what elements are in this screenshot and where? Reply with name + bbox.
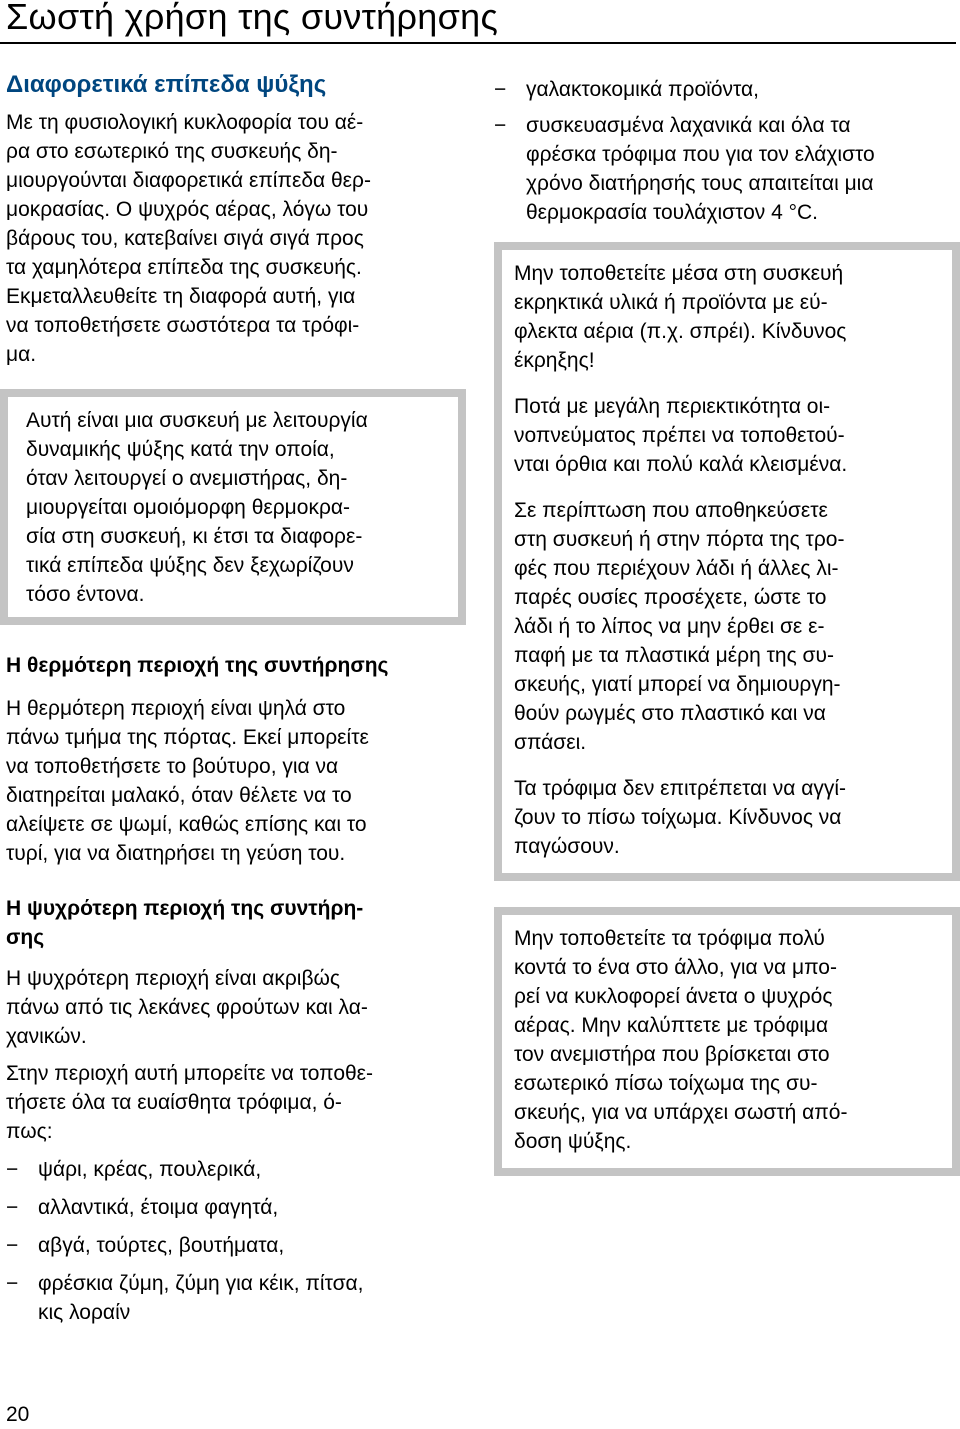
title-rule: [0, 42, 956, 44]
list-item: − αβγά, τούρτες, βουτήματα,: [6, 1231, 458, 1260]
warm-zone-text: Η θερμότερη περιοχή είναι ψηλά στο πάνω τμήμα της πόρτας. Εκεί μπορείτε να τοποθετήσετε το βούτυρο, για να διατηρείται μαλακό, όταν θέλετε να το αλείψετε σε ψωμί, καθώς επίσης και το τυρί, για να διατηρήσει τη γεύση του.: [6, 697, 369, 865]
info-box-text: Αυτή είναι μια συσκευή με λειτουργία δυναμικής ψύξης κατά την οποία, όταν λειτουργεί ο ανεμιστήρας, δη- μιουργείται ομοιόμορφη θερμοκρα- σία στη συσκευή, κι έτσι τα διαφορε- τικά επίπεδα ψύξης δεν ξεχωρίζουν τόσο έντονα.: [26, 409, 368, 606]
cold-zone-heading: Η ψυχρότερη περιοχή της συντήρη- σης: [6, 897, 364, 949]
list-item: − γαλακτοκομικά προϊόντα,: [494, 75, 956, 104]
list-item: − φρέσκια ζύμη, ζύμη για κέικ, πίτσα, κις λοραίν: [6, 1269, 458, 1327]
left-column: [6, 68, 458, 1336]
dash-bullet: −: [494, 114, 507, 137]
list-item: − αλλαντικά, έτοιμα φαγητά,: [6, 1193, 458, 1222]
warning-oily-foods: Σε περίπτωση που αποθηκεύσετε στη συσκευή ή στην πόρτα της τρο- φές που περιέχουν λάδι ή άλλες λι- παρές ουσίες προσέχετε, ώστε το λάδι ή το λίπος να μην έρθει σε ε- παφή με τα πλαστικά μέρη της συ- σκευής, γιατί μπορεί να δημιουργη- θούν ρωγμές στο πλαστικό και να σπάσει.: [514, 499, 845, 754]
list-item: − ψάρι, κρέας, πουλερικά,: [6, 1155, 458, 1184]
list-item: − συσκευασμένα λαχανικά και όλα τα φρέσκα τρόφιμα που για τον ελάχιστο χρόνο διατήρησής τους απαιτείται μια θερμοκρασία τουλάχιστον 4 °C.: [494, 111, 956, 227]
warning-box: [494, 242, 960, 881]
info-box-air-circulation: [494, 907, 960, 1176]
cold-zone-text-2: Στην περιοχή αυτή μπορείτε να τοποθε- τήσετε όλα τα ευαίσθητα τρόφιμα, ό- πως:: [6, 1062, 374, 1143]
sensitive-foods-list-continued: [494, 75, 956, 227]
warning-alcohol: Ποτά με μεγάλη περιεκτικότητα οι- νοπνεύματος πρέπει να τοποθετού- νται όρθια και πολύ καλά κλεισμένα.: [514, 395, 848, 476]
warm-zone-heading: Η θερμότερη περιοχή της συντήρησης: [6, 654, 389, 677]
dash-bullet: −: [6, 1234, 19, 1257]
dash-bullet: −: [6, 1158, 19, 1181]
dash-bullet: −: [6, 1196, 19, 1219]
right-column: [494, 75, 956, 1176]
page-title: Σωστή χρήση της συντήρησης: [6, 0, 499, 37]
sensitive-foods-list: [6, 1155, 458, 1327]
info-box-dynamic-cooling: [0, 389, 466, 625]
warning-back-wall: Τα τρόφιμα δεν επιτρέπεται να αγγί- ζουν το πίσω τοίχωμα. Κίνδυνος να παγώσουν.: [514, 777, 847, 858]
section-heading-cooling-levels: Διαφορετικά επίπεδα ψύξης: [6, 71, 327, 98]
intro-paragraph: Με τη φυσιολογική κυκλοφορία του αέ- ρα στο εσωτερικό της συσκευής δη- μιουργούνται διαφορετικά επίπεδα θερ- μοκρασίας. Ο ψυχρός αέρας, λόγω του βάρους του, κατεβαίνει σιγά σιγά προς τα χαμηλότερα επίπεδα της συσκευής. Εκμεταλλευθείτε τη διαφορά αυτή, για να τοποθετήσετε σωστότερα τα τρόφι- μα.: [6, 111, 371, 366]
warning-explosives: Μην τοποθετείτε μέσα στη συσκευή εκρηκτικά υλικά ή προϊόντα με εύ- φλεκτα αέρια (π.χ. σπρέι). Κίνδυνος έκρηξης!: [514, 262, 847, 372]
air-circulation-text: Μην τοποθετείτε τα τρόφιμα πολύ κοντά το ένα στο άλλο, για να μπο- ρεί να κυκλοφορεί άνετα ο ψυχρός αέρας. Μην καλύπτετε με τρόφιμα τον ανεμιστήρα που βρίσκεται στο εσωτερικό πίσω τοίχωμα της συ- σκευής, για να υπάρχει σωστή από- δοση ψύξης.: [514, 927, 848, 1153]
dash-bullet: −: [494, 78, 507, 101]
cold-zone-text: Η ψυχρότερη περιοχή είναι ακριβώς πάνω από τις λεκάνες φρούτων και λα- χανικών.: [6, 967, 368, 1048]
page-number: 20: [6, 1403, 30, 1426]
dash-bullet: −: [6, 1272, 19, 1295]
